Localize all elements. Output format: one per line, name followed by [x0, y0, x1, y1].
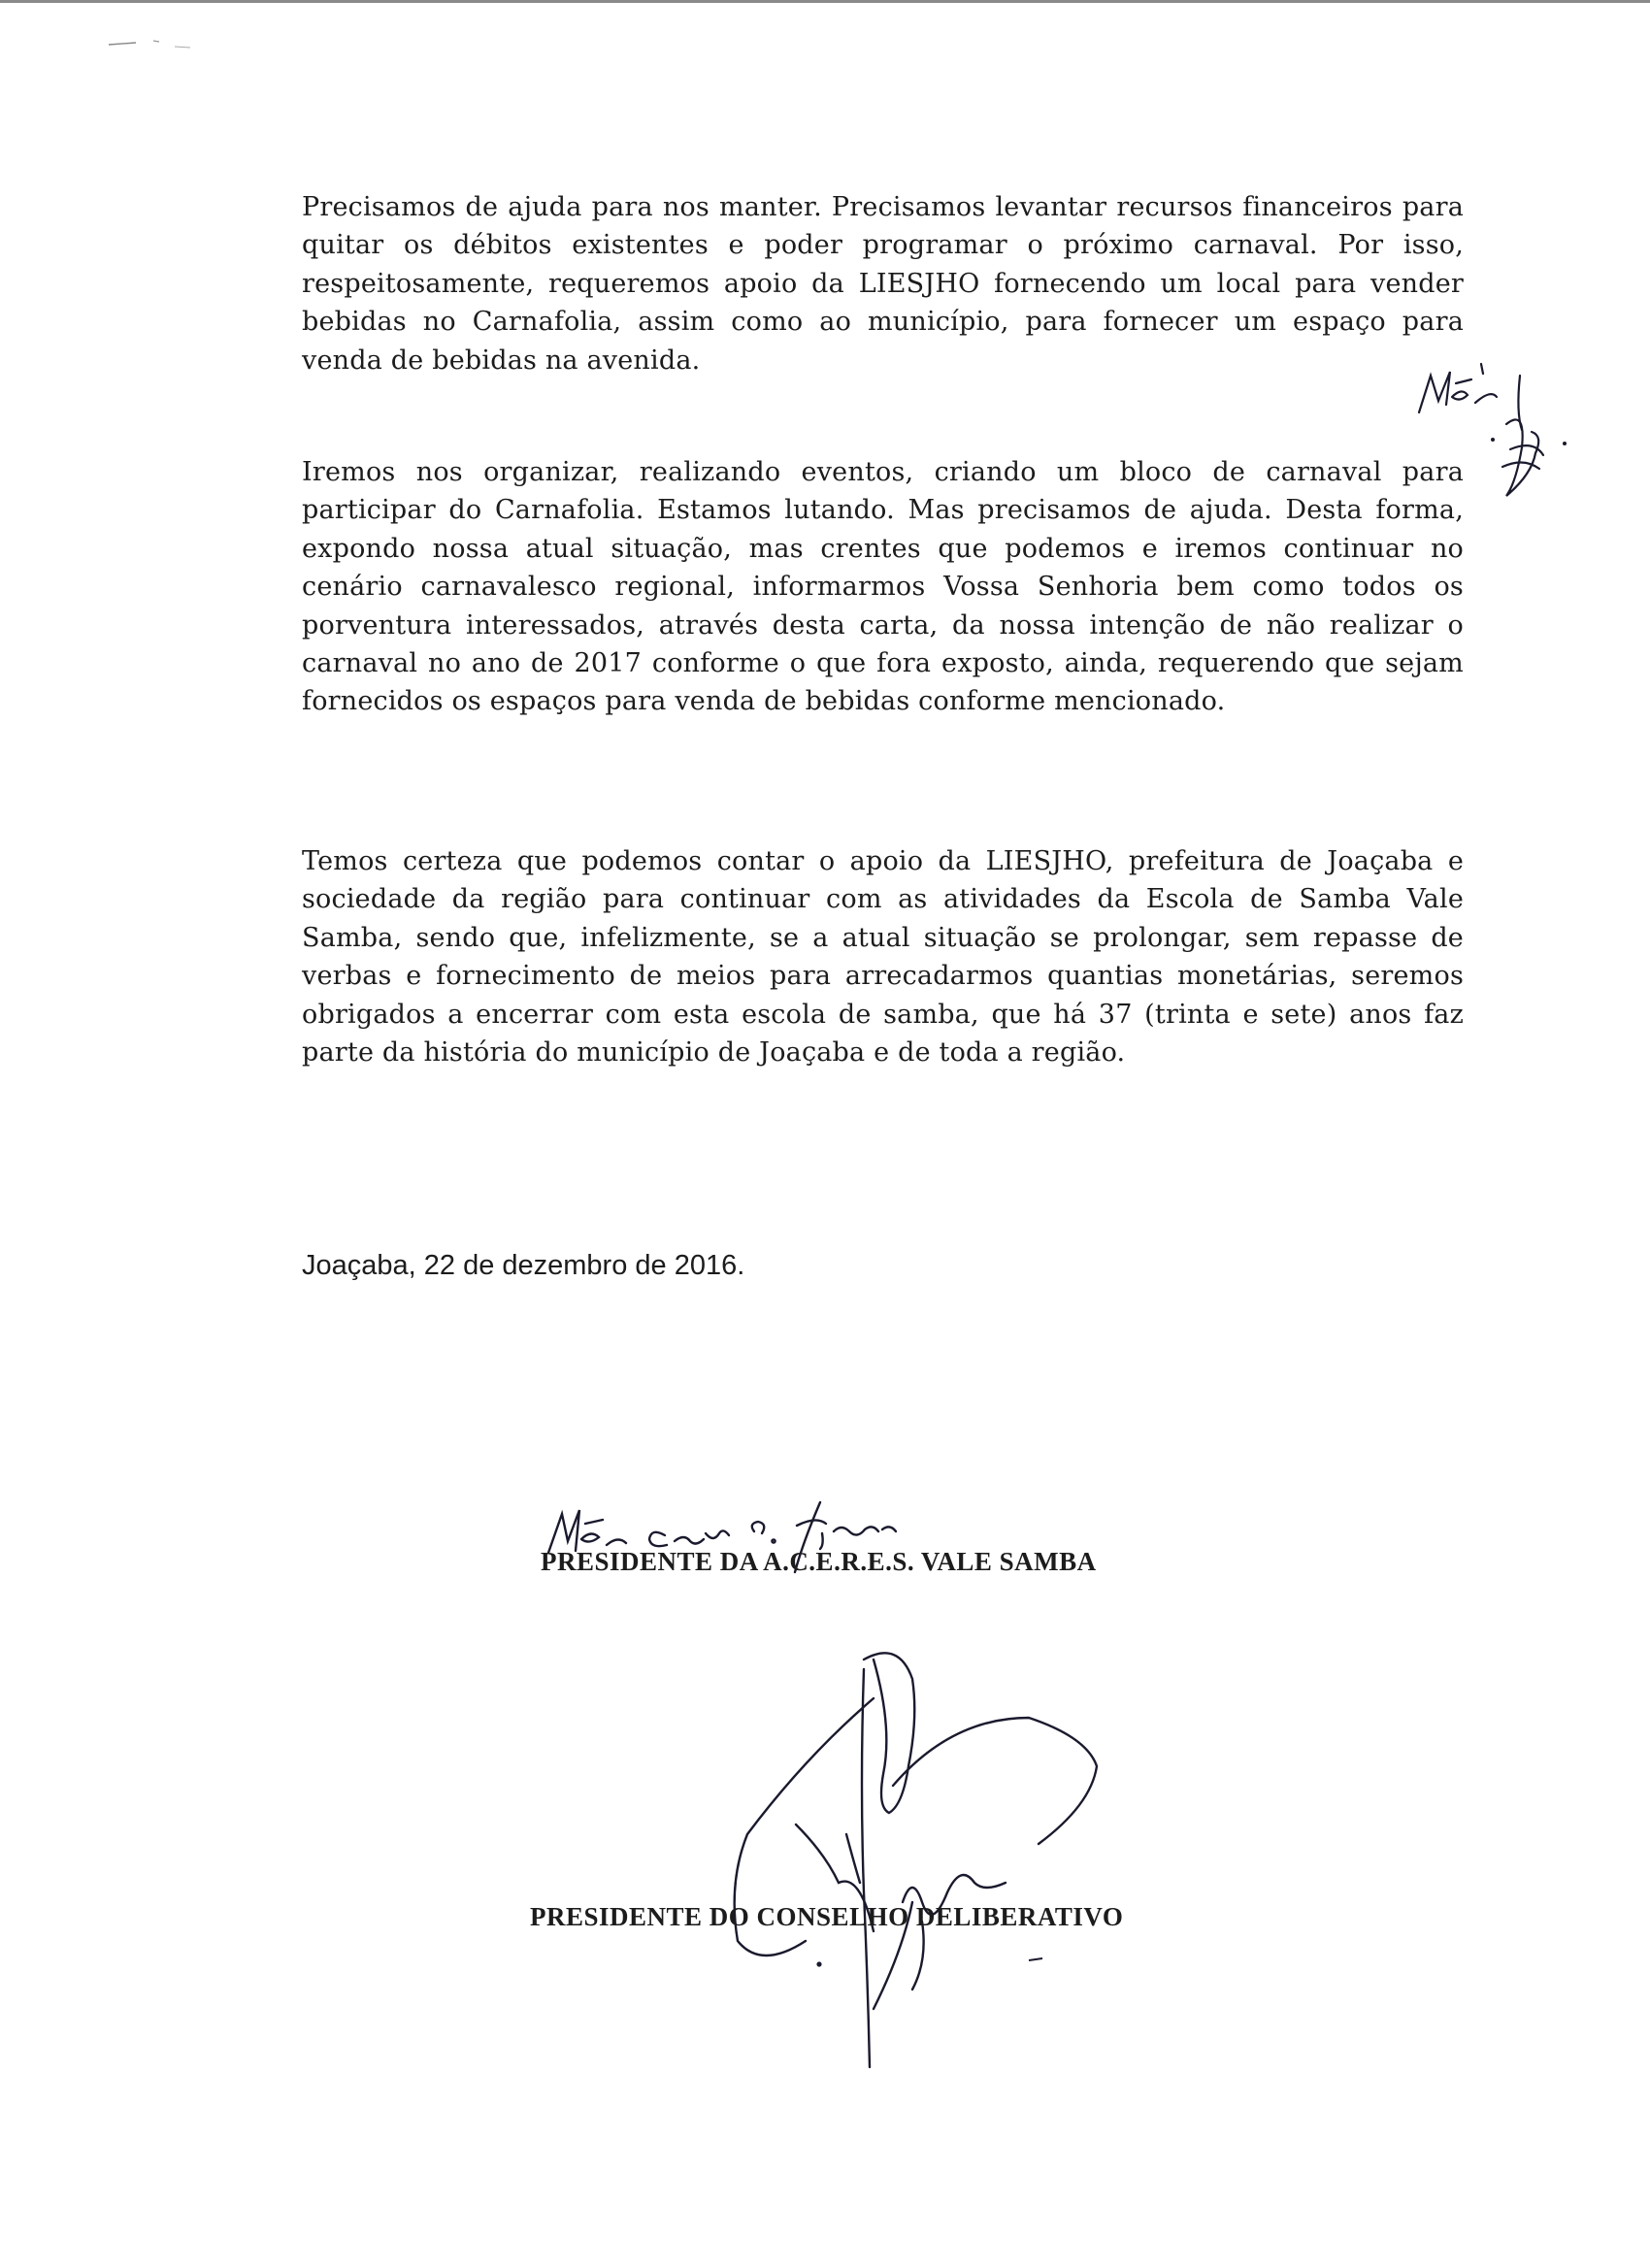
president-title: PRESIDENTE DA A.C.E.R.E.S. VALE SAMBA	[541, 1547, 1097, 1576]
paragraph-organizing-events: Iremos nos organizar, realizando eventos, criando um bloco de carnaval para participar do Carnafolia. Estamos lutando. Mas precisamos de ajuda. Desta forma, expondo nossa atual situação, mas crentes que podemos e iremos continuar no cenário carnavalesco regional, informarmos Vossa Senhoria bem como todos os porventura interessados, através desta carta, da nossa intenção de não realizar o carnaval no ano de 2017 conforme o que fora exposto, ainda, requerendo que sejam fornecidos os espaços para venda de bebidas conforme mencionado.	[302, 457, 1464, 717]
scan-edge-line	[0, 0, 1650, 3]
scan-artifact	[107, 37, 194, 50]
paragraph-support-request: Temos certeza que podemos contar o apoio da LIESJHO, prefeitura de Joaçaba e sociedade da região para continuar com as atividades da Escola de Samba Vale Samba, sendo que, infelizmente, se a atual situação se prolongar, sem repasse de verbas e fornecimento de meios para arrecadarmos quantias monetárias, seremos obrigados a encerrar com esta escola de samba, que há 37 (trinta e sete) anos faz parte da história do município de Joaçaba e de toda a região.	[302, 846, 1464, 1068]
letter-date: Joaçaba, 22 de dezembro de 2016.	[302, 1250, 745, 1281]
paragraph-request-help: Precisamos de ajuda para nos manter. Precisamos levantar recursos financeiros para quitar os débitos existentes e poder programar o próximo carnaval. Por isso, respeitosamente, requeremos apoio da LIESJHO fornecendo um local para vender bebidas no Carnafolia, assim como ao município, para fornecer um espaço para venda de bebidas na avenida.	[302, 192, 1464, 376]
council-signature	[718, 1640, 1145, 2106]
council-president-title: PRESIDENTE DO CONSELHO DELIBERATIVO	[530, 1902, 1124, 1931]
